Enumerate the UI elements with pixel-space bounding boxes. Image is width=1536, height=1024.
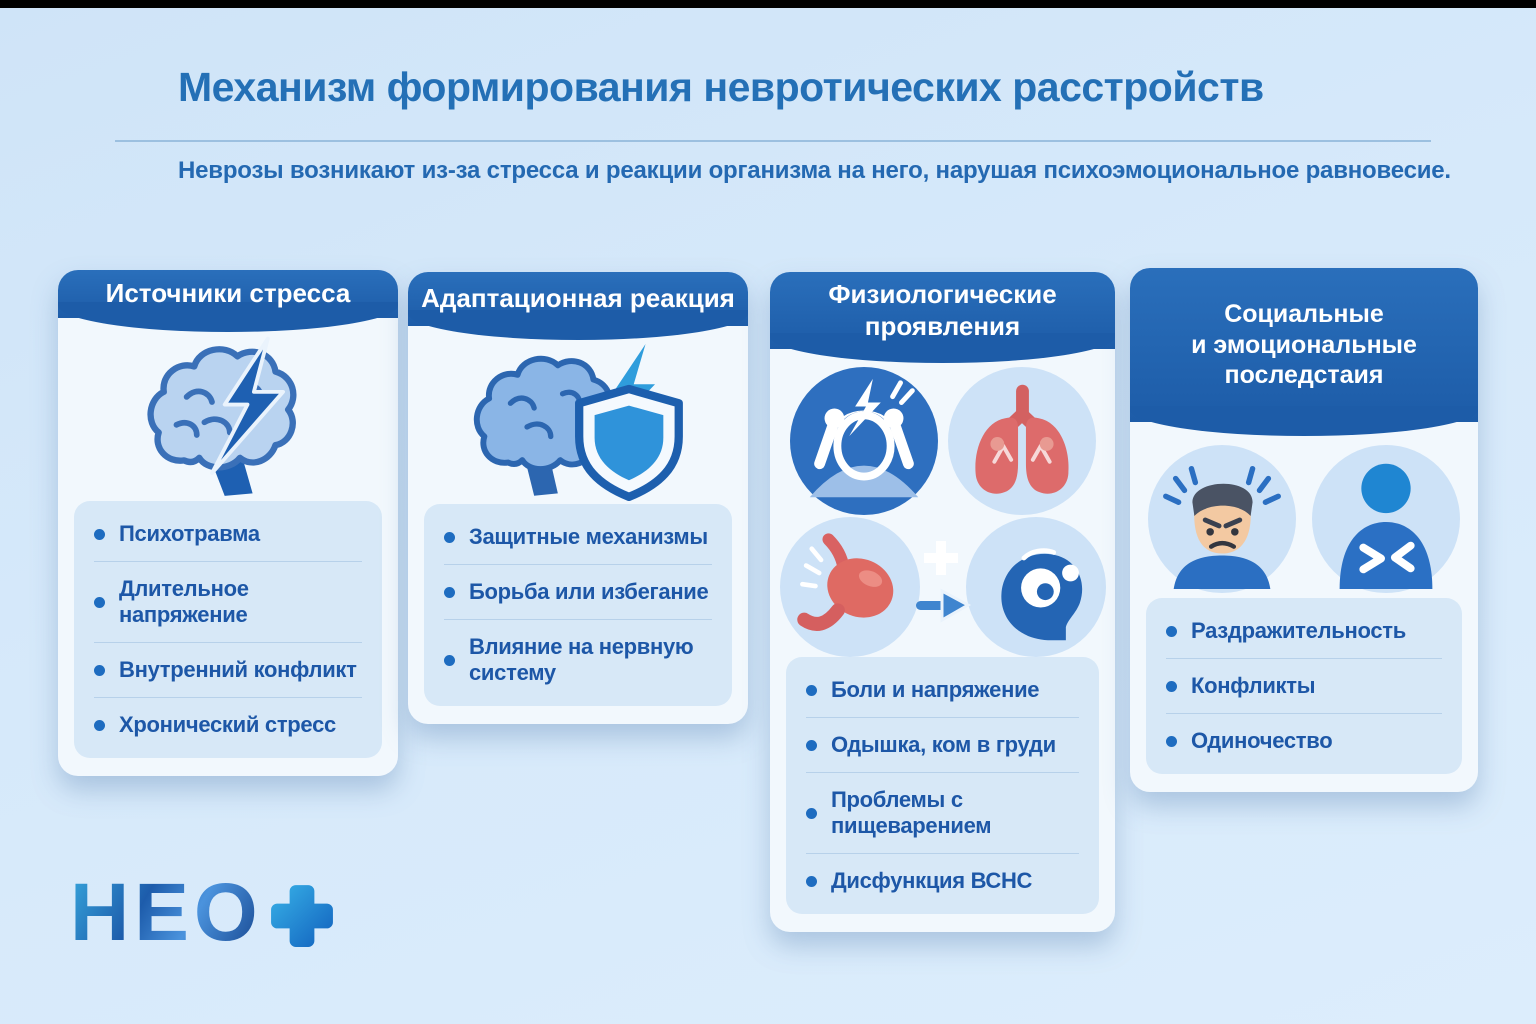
list-item: Конфликты (1166, 658, 1442, 713)
bullet-dot-icon (94, 529, 105, 540)
items-list (1166, 604, 1442, 768)
bullet-dot-icon (806, 685, 817, 696)
list-item: Одышка, ком в груди (806, 717, 1079, 772)
bullet-dot-icon (1166, 681, 1177, 692)
card-items-panel (74, 501, 382, 758)
bullet-dot-icon (1166, 736, 1177, 747)
card-title: Социальные и эмоциональные последстаия (1191, 300, 1417, 390)
card-social-emotional-consequences (1130, 268, 1478, 792)
transition-arrow-icon (914, 539, 972, 635)
card-icon-area (58, 318, 398, 501)
list-item: Психотравма (94, 507, 362, 561)
bullet-dot-icon (806, 808, 817, 819)
card-icon-area (408, 326, 748, 504)
card-adaptation-header (408, 272, 748, 326)
card-adaptation-reaction (408, 272, 748, 724)
stomach-icon (780, 517, 920, 657)
list-item: Длительное напряжение (94, 561, 362, 642)
top-black-bar (0, 0, 1536, 8)
page-title: Механизм формирования невротических расстройств (178, 64, 1264, 110)
card-title: Источники стресса (105, 278, 351, 309)
brand-logo (70, 866, 335, 960)
headache-person-icon (790, 367, 938, 515)
brand-logo-text: НЕО (70, 867, 263, 958)
card-items-panel (1146, 598, 1462, 774)
bullet-dot-icon (94, 665, 105, 676)
card-items-panel (786, 657, 1099, 914)
card-items-panel (424, 504, 732, 706)
brain-shield-icon (463, 344, 693, 504)
brain-lightning-icon (131, 336, 326, 501)
bullet-dot-icon (444, 587, 455, 598)
items-list (94, 507, 362, 752)
title-divider (115, 140, 1431, 142)
items-list (444, 510, 712, 700)
card-title: Физиологические проявления (828, 278, 1057, 341)
bullet-dot-icon (444, 532, 455, 543)
list-item: Борьба или избегание (444, 564, 712, 619)
bullet-dot-icon (444, 655, 455, 666)
lungs-icon (948, 367, 1096, 515)
head-brain-icon (966, 517, 1106, 657)
list-item: Проблемы с пищеварением (806, 772, 1079, 853)
list-item: Боли и напряжение (806, 663, 1079, 717)
list-item: Внутренний конфликт (94, 642, 362, 697)
bullet-dot-icon (806, 740, 817, 751)
card-icon-area (770, 349, 1115, 657)
card-icon-area (1130, 422, 1478, 598)
list-item: Влияние на нервную систему (444, 619, 712, 700)
plus-icon (269, 883, 335, 949)
card-title: Адаптационная реакция (421, 283, 735, 314)
card-physiological-manifestations (770, 272, 1115, 932)
card-stress-sources (58, 270, 398, 776)
bullet-dot-icon (94, 720, 105, 731)
list-item: Раздражительность (1166, 604, 1442, 658)
bullet-dot-icon (94, 597, 105, 608)
withdrawn-person-icon (1312, 445, 1460, 593)
card-social-header (1130, 268, 1478, 422)
bullet-dot-icon (806, 876, 817, 887)
bullet-dot-icon (1166, 626, 1177, 637)
list-item: Хронический стресс (94, 697, 362, 752)
list-item: Защитные механизмы (444, 510, 712, 564)
card-stress-sources-header (58, 270, 398, 318)
items-list (806, 663, 1079, 908)
list-item: Одиночество (1166, 713, 1442, 768)
angry-person-icon (1148, 445, 1296, 593)
card-physiology-header (770, 272, 1115, 349)
list-item: Дисфункция ВСНС (806, 853, 1079, 908)
page-subtitle: Неврозы возникают из-за стресса и реакции организма на него, нарушая психоэмоциональное равновесие. (178, 157, 1451, 184)
